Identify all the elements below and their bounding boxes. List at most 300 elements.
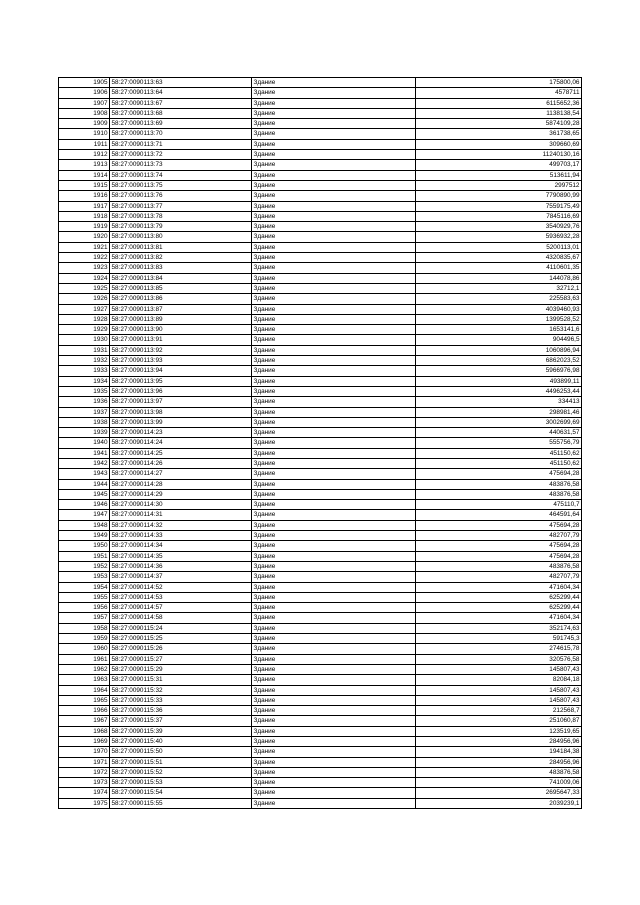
object-type-cell: Здание (252, 273, 416, 283)
cadastral-value-cell: 1653141,6 (416, 325, 582, 335)
cadastral-value-cell: 451150,62 (416, 448, 582, 458)
row-number-cell: 1941 (59, 448, 110, 458)
cadastral-value-cell: 4039460,93 (416, 304, 582, 314)
cadastral-value-cell: 3002699,69 (416, 417, 582, 427)
object-type-cell: Здание (252, 139, 416, 149)
cadastral-value-table (58, 77, 582, 809)
row-number-cell: 1923 (59, 263, 110, 273)
object-type-cell: Здание (252, 788, 416, 798)
cadastral-number-cell: 58:27:0090114:53 (110, 592, 252, 602)
table-row (59, 232, 582, 242)
object-type-cell: Здание (252, 201, 416, 211)
object-type-cell: Здание (252, 747, 416, 757)
cadastral-value-cell: 7790890,99 (416, 191, 582, 201)
row-number-cell: 1917 (59, 201, 110, 211)
row-number-cell: 1930 (59, 335, 110, 345)
table-row (59, 438, 582, 448)
cadastral-value-cell: 2695647,33 (416, 788, 582, 798)
object-type-cell: Здание (252, 500, 416, 510)
object-type-cell: Здание (252, 335, 416, 345)
table-row (59, 582, 582, 592)
cadastral-value-cell: 475694,28 (416, 551, 582, 561)
table-row (59, 510, 582, 520)
table-row (59, 654, 582, 664)
cadastral-value-cell: 5936932,28 (416, 232, 582, 242)
table-row (59, 335, 582, 345)
row-number-cell: 1935 (59, 386, 110, 396)
object-type-cell: Здание (252, 242, 416, 252)
row-number-cell: 1974 (59, 788, 110, 798)
table-row (59, 479, 582, 489)
table-row (59, 119, 582, 129)
cadastral-number-cell: 58:27:0090115:40 (110, 737, 252, 747)
cadastral-number-cell: 58:27:0090113:82 (110, 253, 252, 263)
cadastral-number-cell: 58:27:0090113:90 (110, 325, 252, 335)
table-row (59, 798, 582, 808)
cadastral-value-cell: 493899,11 (416, 376, 582, 386)
table-row (59, 551, 582, 561)
table-row (59, 356, 582, 366)
table-row (59, 386, 582, 396)
object-type-cell: Здание (252, 623, 416, 633)
cadastral-number-cell: 58:27:0090114:37 (110, 572, 252, 582)
cadastral-number-cell: 58:27:0090114:52 (110, 582, 252, 592)
cadastral-value-cell: 284956,96 (416, 757, 582, 767)
cadastral-number-cell: 58:27:0090113:79 (110, 222, 252, 232)
cadastral-number-cell: 58:27:0090113:83 (110, 263, 252, 273)
cadastral-value-cell: 555756,79 (416, 438, 582, 448)
cadastral-value-cell: 451150,62 (416, 458, 582, 468)
cadastral-number-cell: 58:27:0090115:32 (110, 685, 252, 695)
object-type-cell: Здание (252, 376, 416, 386)
object-type-cell: Здание (252, 798, 416, 808)
cadastral-number-cell: 58:27:0090115:52 (110, 767, 252, 777)
row-number-cell: 1967 (59, 716, 110, 726)
row-number-cell: 1937 (59, 407, 110, 417)
row-number-cell: 1906 (59, 88, 110, 98)
row-number-cell: 1950 (59, 541, 110, 551)
cadastral-value-cell: 251060,87 (416, 716, 582, 726)
object-type-cell: Здание (252, 283, 416, 293)
cadastral-value-cell: 5874109,28 (416, 119, 582, 129)
row-number-cell: 1924 (59, 273, 110, 283)
table-row (59, 685, 582, 695)
object-type-cell: Здание (252, 129, 416, 139)
object-type-cell: Здание (252, 366, 416, 376)
cadastral-number-cell: 58:27:0090115:25 (110, 634, 252, 644)
row-number-cell: 1915 (59, 180, 110, 190)
object-type-cell: Здание (252, 592, 416, 602)
table-row (59, 726, 582, 736)
object-type-cell: Здание (252, 407, 416, 417)
row-number-cell: 1946 (59, 500, 110, 510)
cadastral-number-cell: 58:27:0090113:92 (110, 345, 252, 355)
row-number-cell: 1914 (59, 170, 110, 180)
cadastral-number-cell: 58:27:0090114:57 (110, 603, 252, 613)
object-type-cell: Здание (252, 78, 416, 88)
cadastral-value-cell: 471604,34 (416, 613, 582, 623)
table-row (59, 664, 582, 674)
cadastral-value-cell: 6115652,36 (416, 98, 582, 108)
cadastral-number-cell: 58:27:0090114:35 (110, 551, 252, 561)
row-number-cell: 1928 (59, 314, 110, 324)
object-type-cell: Здание (252, 479, 416, 489)
cadastral-number-cell: 58:27:0090113:63 (110, 78, 252, 88)
object-type-cell: Здание (252, 767, 416, 777)
row-number-cell: 1910 (59, 129, 110, 139)
cadastral-value-cell: 194184,38 (416, 747, 582, 757)
cadastral-number-cell: 58:27:0090115:54 (110, 788, 252, 798)
cadastral-number-cell: 58:27:0090115:31 (110, 675, 252, 685)
row-number-cell: 1927 (59, 304, 110, 314)
object-type-cell: Здание (252, 397, 416, 407)
cadastral-value-cell: 284956,96 (416, 737, 582, 747)
row-number-cell: 1939 (59, 428, 110, 438)
row-number-cell: 1959 (59, 634, 110, 644)
cadastral-number-cell: 58:27:0090113:67 (110, 98, 252, 108)
table-row (59, 747, 582, 757)
object-type-cell: Здание (252, 561, 416, 571)
cadastral-number-cell: 58:27:0090113:85 (110, 283, 252, 293)
object-type-cell: Здание (252, 191, 416, 201)
cadastral-value-cell: 483876,58 (416, 561, 582, 571)
cadastral-value-cell: 2039239,1 (416, 798, 582, 808)
object-type-cell: Здание (252, 304, 416, 314)
row-number-cell: 1921 (59, 242, 110, 252)
row-number-cell: 1905 (59, 78, 110, 88)
table-row (59, 263, 582, 273)
cadastral-value-cell: 7845116,69 (416, 211, 582, 221)
row-number-cell: 1956 (59, 603, 110, 613)
table-row (59, 314, 582, 324)
cadastral-number-cell: 58:27:0090115:55 (110, 798, 252, 808)
object-type-cell: Здание (252, 726, 416, 736)
object-type-cell: Здание (252, 417, 416, 427)
cadastral-number-cell: 58:27:0090115:26 (110, 644, 252, 654)
cadastral-number-cell: 58:27:0090114:24 (110, 438, 252, 448)
row-number-cell: 1925 (59, 283, 110, 293)
object-type-cell: Здание (252, 572, 416, 582)
cadastral-value-cell: 5200113,01 (416, 242, 582, 252)
table-row (59, 561, 582, 571)
row-number-cell: 1931 (59, 345, 110, 355)
cadastral-number-cell: 58:27:0090114:34 (110, 541, 252, 551)
object-type-cell: Здание (252, 489, 416, 499)
object-type-cell: Здание (252, 325, 416, 335)
object-type-cell: Здание (252, 386, 416, 396)
cadastral-number-cell: 58:27:0090115:37 (110, 716, 252, 726)
row-number-cell: 1975 (59, 798, 110, 808)
row-number-cell: 1920 (59, 232, 110, 242)
cadastral-number-cell: 58:27:0090113:74 (110, 170, 252, 180)
cadastral-number-cell: 58:27:0090114:26 (110, 458, 252, 468)
cadastral-number-cell: 58:27:0090115:27 (110, 654, 252, 664)
table-row (59, 675, 582, 685)
cadastral-value-cell: 499703,17 (416, 160, 582, 170)
cadastral-value-cell: 483876,58 (416, 767, 582, 777)
cadastral-number-cell: 58:27:0090114:36 (110, 561, 252, 571)
cadastral-number-cell: 58:27:0090113:94 (110, 366, 252, 376)
object-type-cell: Здание (252, 541, 416, 551)
row-number-cell: 1918 (59, 211, 110, 221)
cadastral-value-cell: 1060896,94 (416, 345, 582, 355)
cadastral-number-cell: 58:27:0090115:39 (110, 726, 252, 736)
cadastral-number-cell: 58:27:0090114:30 (110, 500, 252, 510)
table-row (59, 160, 582, 170)
object-type-cell: Здание (252, 603, 416, 613)
object-type-cell: Здание (252, 531, 416, 541)
row-number-cell: 1933 (59, 366, 110, 376)
cadastral-value-cell: 4496253,44 (416, 386, 582, 396)
object-type-cell: Здание (252, 428, 416, 438)
object-type-cell: Здание (252, 706, 416, 716)
cadastral-value-cell: 475110,7 (416, 500, 582, 510)
row-number-cell: 1960 (59, 644, 110, 654)
cadastral-value-cell: 625299,44 (416, 592, 582, 602)
cadastral-value-cell: 1399528,52 (416, 314, 582, 324)
object-type-cell: Здание (252, 613, 416, 623)
cadastral-number-cell: 58:27:0090114:27 (110, 469, 252, 479)
table-row (59, 613, 582, 623)
object-type-cell: Здание (252, 356, 416, 366)
cadastral-number-cell: 58:27:0090113:71 (110, 139, 252, 149)
cadastral-value-cell: 334413 (416, 397, 582, 407)
row-number-cell: 1972 (59, 767, 110, 777)
cadastral-number-cell: 58:27:0090115:53 (110, 778, 252, 788)
cadastral-value-cell: 2997512 (416, 180, 582, 190)
object-type-cell: Здание (252, 675, 416, 685)
cadastral-number-cell: 58:27:0090113:72 (110, 150, 252, 160)
cadastral-value-cell: 482707,79 (416, 531, 582, 541)
object-type-cell: Здание (252, 150, 416, 160)
table-row (59, 211, 582, 221)
row-number-cell: 1955 (59, 592, 110, 602)
row-number-cell: 1966 (59, 706, 110, 716)
cadastral-value-cell: 513611,94 (416, 170, 582, 180)
table-row (59, 757, 582, 767)
row-number-cell: 1958 (59, 623, 110, 633)
cadastral-value-cell: 482707,79 (416, 572, 582, 582)
object-type-cell: Здание (252, 448, 416, 458)
row-number-cell: 1970 (59, 747, 110, 757)
cadastral-value-cell: 3540929,76 (416, 222, 582, 232)
row-number-cell: 1971 (59, 757, 110, 767)
row-number-cell: 1952 (59, 561, 110, 571)
object-type-cell: Здание (252, 520, 416, 530)
row-number-cell: 1953 (59, 572, 110, 582)
cadastral-value-cell: 483876,58 (416, 479, 582, 489)
row-number-cell: 1908 (59, 108, 110, 118)
table-body (59, 78, 582, 809)
cadastral-number-cell: 58:27:0090115:36 (110, 706, 252, 716)
object-type-cell: Здание (252, 222, 416, 232)
row-number-cell: 1938 (59, 417, 110, 427)
object-type-cell: Здание (252, 253, 416, 263)
row-number-cell: 1940 (59, 438, 110, 448)
cadastral-number-cell: 58:27:0090114:23 (110, 428, 252, 438)
cadastral-value-cell: 352174,63 (416, 623, 582, 633)
cadastral-value-cell: 7559175,49 (416, 201, 582, 211)
table-row (59, 788, 582, 798)
table-row (59, 541, 582, 551)
row-number-cell: 1943 (59, 469, 110, 479)
cadastral-number-cell: 58:27:0090113:81 (110, 242, 252, 252)
cadastral-number-cell: 58:27:0090114:58 (110, 613, 252, 623)
cadastral-number-cell: 58:27:0090113:78 (110, 211, 252, 221)
table-row (59, 592, 582, 602)
cadastral-value-cell: 145807,43 (416, 664, 582, 674)
cadastral-value-cell: 471604,34 (416, 582, 582, 592)
cadastral-value-cell: 11240130,16 (416, 150, 582, 160)
object-type-cell: Здание (252, 232, 416, 242)
cadastral-number-cell: 58:27:0090114:31 (110, 510, 252, 520)
table-row (59, 448, 582, 458)
object-type-cell: Здание (252, 160, 416, 170)
object-type-cell: Здание (252, 469, 416, 479)
row-number-cell: 1929 (59, 325, 110, 335)
cadastral-value-cell: 6862023,52 (416, 356, 582, 366)
table-row (59, 489, 582, 499)
row-number-cell: 1913 (59, 160, 110, 170)
table-row (59, 428, 582, 438)
table-row (59, 716, 582, 726)
row-number-cell: 1964 (59, 685, 110, 695)
cadastral-number-cell: 58:27:0090115:50 (110, 747, 252, 757)
cadastral-value-cell: 298981,46 (416, 407, 582, 417)
table-row (59, 407, 582, 417)
table-row (59, 767, 582, 777)
table-row (59, 201, 582, 211)
table-row (59, 603, 582, 613)
row-number-cell: 1948 (59, 520, 110, 530)
cadastral-value-cell: 5966976,98 (416, 366, 582, 376)
table-row (59, 778, 582, 788)
cadastral-value-cell: 145807,43 (416, 695, 582, 705)
cadastral-number-cell: 58:27:0090113:87 (110, 304, 252, 314)
cadastral-number-cell: 58:27:0090115:29 (110, 664, 252, 674)
table-row (59, 366, 582, 376)
cadastral-number-cell: 58:27:0090113:95 (110, 376, 252, 386)
table-row (59, 294, 582, 304)
object-type-cell: Здание (252, 757, 416, 767)
row-number-cell: 1934 (59, 376, 110, 386)
table-row (59, 242, 582, 252)
table-row (59, 520, 582, 530)
cadastral-value-cell: 741009,06 (416, 778, 582, 788)
cadastral-number-cell: 58:27:0090113:64 (110, 88, 252, 98)
cadastral-value-cell: 145807,43 (416, 685, 582, 695)
row-number-cell: 1936 (59, 397, 110, 407)
object-type-cell: Здание (252, 438, 416, 448)
row-number-cell: 1963 (59, 675, 110, 685)
table-row (59, 644, 582, 654)
row-number-cell: 1907 (59, 98, 110, 108)
table-row (59, 623, 582, 633)
cadastral-value-cell: 625299,44 (416, 603, 582, 613)
cadastral-value-cell: 361738,65 (416, 129, 582, 139)
row-number-cell: 1922 (59, 253, 110, 263)
row-number-cell: 1954 (59, 582, 110, 592)
cadastral-value-cell: 144078,86 (416, 273, 582, 283)
table-row (59, 222, 582, 232)
object-type-cell: Здание (252, 180, 416, 190)
row-number-cell: 1945 (59, 489, 110, 499)
table-row (59, 706, 582, 716)
cadastral-number-cell: 58:27:0090115:24 (110, 623, 252, 633)
table-row (59, 78, 582, 88)
table-row (59, 458, 582, 468)
cadastral-value-cell: 175800,06 (416, 78, 582, 88)
cadastral-value-cell: 309660,69 (416, 139, 582, 149)
table-row (59, 500, 582, 510)
object-type-cell: Здание (252, 716, 416, 726)
table-row (59, 417, 582, 427)
row-number-cell: 1932 (59, 356, 110, 366)
cadastral-number-cell: 58:27:0090113:70 (110, 129, 252, 139)
cadastral-number-cell: 58:27:0090113:73 (110, 160, 252, 170)
table-row (59, 139, 582, 149)
row-number-cell: 1968 (59, 726, 110, 736)
cadastral-number-cell: 58:27:0090113:91 (110, 335, 252, 345)
table-row (59, 88, 582, 98)
cadastral-number-cell: 58:27:0090113:86 (110, 294, 252, 304)
table-row (59, 191, 582, 201)
cadastral-value-cell: 123519,65 (416, 726, 582, 736)
cadastral-number-cell: 58:27:0090113:80 (110, 232, 252, 242)
object-type-cell: Здание (252, 695, 416, 705)
cadastral-number-cell: 58:27:0090113:93 (110, 356, 252, 366)
object-type-cell: Здание (252, 119, 416, 129)
row-number-cell: 1951 (59, 551, 110, 561)
cadastral-number-cell: 58:27:0090114:32 (110, 520, 252, 530)
cadastral-value-cell: 32712,1 (416, 283, 582, 293)
cadastral-value-cell: 4578711 (416, 88, 582, 98)
object-type-cell: Здание (252, 170, 416, 180)
table-row (59, 376, 582, 386)
cadastral-value-cell: 475694,28 (416, 541, 582, 551)
object-type-cell: Здание (252, 314, 416, 324)
object-type-cell: Здание (252, 644, 416, 654)
row-number-cell: 1949 (59, 531, 110, 541)
cadastral-number-cell: 58:27:0090113:75 (110, 180, 252, 190)
row-number-cell: 1962 (59, 664, 110, 674)
cadastral-number-cell: 58:27:0090114:28 (110, 479, 252, 489)
object-type-cell: Здание (252, 654, 416, 664)
object-type-cell: Здание (252, 108, 416, 118)
cadastral-value-cell: 440631,57 (416, 428, 582, 438)
row-number-cell: 1957 (59, 613, 110, 623)
table-row (59, 98, 582, 108)
row-number-cell: 1919 (59, 222, 110, 232)
table-row (59, 180, 582, 190)
row-number-cell: 1947 (59, 510, 110, 520)
cadastral-value-cell: 483876,58 (416, 489, 582, 499)
row-number-cell: 1965 (59, 695, 110, 705)
cadastral-value-cell: 225583,63 (416, 294, 582, 304)
row-number-cell: 1911 (59, 139, 110, 149)
cadastral-number-cell: 58:27:0090113:69 (110, 119, 252, 129)
object-type-cell: Здание (252, 458, 416, 468)
object-type-cell: Здание (252, 98, 416, 108)
row-number-cell: 1961 (59, 654, 110, 664)
object-type-cell: Здание (252, 345, 416, 355)
cadastral-number-cell: 58:27:0090113:84 (110, 273, 252, 283)
table-row (59, 469, 582, 479)
object-type-cell: Здание (252, 664, 416, 674)
table-row (59, 531, 582, 541)
cadastral-value-cell: 4320835,67 (416, 253, 582, 263)
table-row (59, 345, 582, 355)
